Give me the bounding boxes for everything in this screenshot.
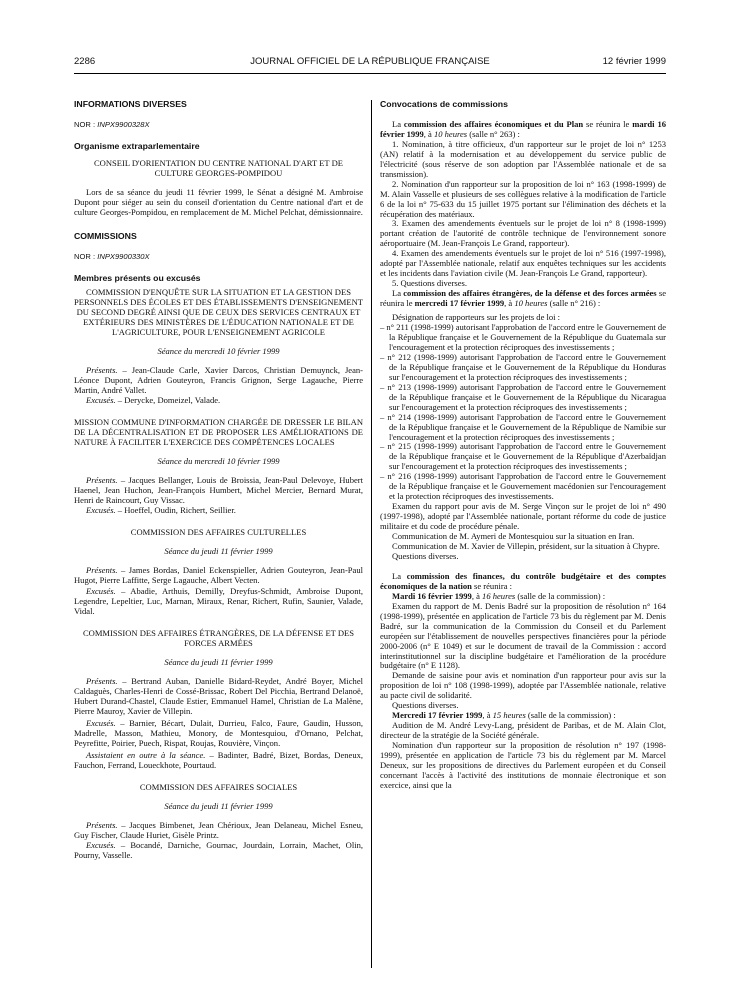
agenda-item: Désignation de rapporteurs sur les projets de loi : — [392, 312, 561, 323]
bill-item: – n° 216 (1998-1999) autorisant l'approbation de l'accord entre le Gouvernement de la République française et le Gouvernement macédonien sur l'encouragement et la protection réciproques des investissements. — [380, 471, 666, 502]
attendance-excused: Excusés. – Barnier, Bécart, Dulait, Durrieu, Falco, Faure, Gaudin, Husson, Madrelle, Masson, Mathieu, Monory, de Montesquiou, d'Ornano, Pelchat, Peyrefitte, Poirier, Puech, Rispat, Roujas, Rouvière, Vinçon. — [74, 717, 363, 748]
attendance-excused: Excusés. – Bocandé, Darniche, Gournac, Jourdain, Lorrain, Machet, Olin, Pourny, Vasselle. — [74, 839, 363, 860]
council-heading: CONSEIL D'ORIENTATION DU CENTRE NATIONAL D'ART ET DE CULTURE GEORGES-POMPIDOU — [93, 157, 343, 178]
page-number: 2286 — [74, 56, 96, 67]
section-title-commissions: COMMISSIONS — [74, 230, 137, 241]
attendance-excused: Excusés. – Hoeffel, Oudin, Richert, Seillier. — [86, 504, 236, 515]
commission-heading: COMMISSION DES AFFAIRES ÉTRANGÈRES, DE LA DÉFENSE ET DES FORCES ARMÉES — [82, 628, 355, 649]
issue-date: 12 février 1999 — [602, 56, 666, 67]
session-date: Séance du mercredi 10 février 1999 — [157, 346, 280, 357]
agenda-item: Communication de M. Xavier de Villepin, président, sur la situation à Chypre. — [392, 540, 660, 551]
agenda-item: Audition de M. André Levy-Lang, président de Paribas, et de M. Alain Clot, directeur de la stratégie de la Société générale. — [380, 720, 666, 741]
agenda-item: Examen du rapport de M. Denis Badré sur la proposition de résolution n° 164 (1998-1999), présentée en application de l'article 73 bis du règlement par M. Denis Badré, sur la communication de la Commission du Conseil et du Parlement européen sur l'établissement de nouvelles perspectives financières pour la période 2000-2006 (n° E 1049) et sur le document de travail de la Commission : accord interinstitutionnel sur la discipline budgétaire et l'amélioration de la procédure budgétaire (n° E 1128). — [380, 600, 666, 671]
agenda-item: 4. Examen des amendements éventuels sur le projet de loi n° 516 (1997-1998), adopté par l'Assemblée nationale, relatif aux enquêtes techniques sur les accidents et les incidents dans l'aviation civile (M. Jean-François Le Grand, rapporteur). — [380, 248, 666, 279]
attendance-present: Présents. – James Bordas, Daniel Eckenspieller, Adrien Gouteyron, Jean-Paul Hugot, Pierre Laffitte, Serge Lagauche, Albert Vecten. — [74, 564, 363, 585]
agenda-item: 1. Nomination, à titre officieux, d'un rapporteur sur le projet de loi n° 1253 (AN) relatif à la modernisation et au développement du service public de l'électricité (sous réserve de son adoption par l'Assemblée nationale et de sa transmission). — [380, 138, 666, 179]
bill-item: – n° 211 (1998-1999) autorisant l'approbation de l'accord entre le Gouvernement de la République française et le Gouvernement de la République du Guatemala sur l'encouragement et la protection réciproques des investissements ; — [380, 322, 666, 352]
attendance-present: Présents. – Jean-Claude Carle, Xavier Darcos, Christian Demuynck, Jean-Léonce Dupont, Adrien Gouteyron, Francis Grignon, Serge Lagauche, Pierre Martin, André Vallet. — [74, 365, 363, 396]
nor-reference: NOR : INPX9900330X — [74, 251, 150, 261]
attendance-excused: Excusés. – Abadie, Arthuis, Demilly, Dreyfus-Schmidt, Ambroise Dupont, Legendre, Lepeltier, Luc, Marnan, Miraux, Renar, Richert, Rufin, Saunier, Valade, Vidal. — [74, 586, 363, 617]
meeting-date: Mercredi 17 février 1999, à 15 heures (salle de la commission) : — [392, 710, 616, 721]
attendance-present: Présents. – Jacques Bimbenet, Jean Chérioux, Jean Delaneau, Michel Esneu, Guy Fischer, Claude Huriet, Gisèle Printz. — [74, 819, 363, 840]
agenda-item: 5. Questions diverses. — [392, 278, 468, 289]
bill-item: – n° 213 (1998-1999) autorisant l'approbation de l'accord entre le Gouvernement de la République française et le Gouvernement de la République du Nicaragua sur l'encouragement et la protection réciproques des investissements ; — [380, 381, 666, 412]
agenda-item: Questions diverses. — [392, 700, 459, 711]
agenda-item: Nomination d'un rapporteur sur la proposition de résolution n° 197 (1998-1999), présentée en application de l'article 73 bis du règlement par M. Marcel Deneux, sur les propositions de directives du Parlement européen et du Conseil concernant l'accès à l'activité des institutions de monnaie électronique et son exercice, ainsi que la — [380, 740, 666, 790]
meeting-date: Mardi 16 février 1999, à 16 heures (salle de la commission) : — [392, 590, 606, 601]
session-date: Séance du jeudi 11 février 1999 — [164, 657, 273, 668]
convocation-intro: La commission des finances, du contrôle budgétaire et des comptes économiques de la nation se réunira : — [380, 570, 666, 591]
bill-item: – n° 214 (1998-1999) autorisant l'approbation de l'accord entre le Gouvernement de la République française et le Gouvernement de la République de Namibie sur l'encouragement et la protection réciproques des investissements ; — [380, 411, 666, 442]
commission-heading: COMMISSION DES AFFAIRES CULTURELLES — [130, 526, 307, 537]
commission-heading: MISSION COMMUNE D'INFORMATION CHARGÉE DE DRESSER LE BILAN DE LA DÉCENTRALISATION ET DE PROPOSER LES AMÉLIORATIONS DE NATURE À FACILITER L'EXERCICE DES COMPÉTENCES LOCALES — [74, 417, 363, 447]
attendance-present: Présents. – Jacques Bellanger, Louis de Broissia, Jean-Paul Delevoye, Hubert Haenel, Jean Huchon, Jean-François Humbert, Michel Mercier, Bernard Murat, Henri de Raincourt, Guy Vissac. — [74, 474, 363, 505]
journal-title: JOURNAL OFFICIEL DE LA RÉPUBLIQUE FRANÇAISE — [250, 56, 490, 67]
attendance-excused: Excusés. – Derycke, Domeizel, Valade. — [86, 395, 221, 406]
nor-reference: NOR : INPX9900328X — [74, 119, 150, 129]
bill-item: – n° 215 (1998-1999) autorisant l'approbation de l'accord entre le Gouvernement de la République française et le Gouvernement de la République d'Azerbaïdjan sur l'encouragement et la protection réciproques des investissements ; — [380, 441, 666, 472]
left-column — [74, 100, 363, 860]
agenda-item: Questions diverses. — [392, 550, 459, 561]
commission-heading: COMMISSION DES AFFAIRES SOCIALES — [139, 781, 298, 792]
agenda-item: Demande de saisine pour avis et nomination d'un rapporteur pour avis sur la proposition de loi n° 108 (1998-1999), adoptée par l'Assemblée nationale, relative au pacte civil de solidarité. — [380, 670, 666, 701]
agenda-item: 3. Examen des amendements éventuels sur le projet de loi n° 8 (1998-1999) portant création de l'autorité de contrôle technique de l'environnement sonore aéroportuaire (M. Jean-François Le Grand, rapporteur). — [380, 218, 666, 249]
bill-item: – n° 212 (1998-1999) autorisant l'approbation de l'accord entre le Gouvernement de la République française et le Gouvernement de la République du Honduras sur l'encouragement et la protection réciproques des investissements ; — [380, 351, 666, 382]
column-divider — [371, 100, 372, 968]
attendance-present: Présents. – Bertrand Auban, Danielle Bidard-Reydet, André Boyer, Michel Caldaguès, Charles-Henri de Cossé-Brissac, Robert Del Picchia, Bertrand Delanoë, Hubert Durand-Chastel, Claude Estier, Emmanuel Hamel, Christian de La Malène, Pierre Mauroy, Xavier de Villepin. — [74, 676, 363, 717]
agenda-item: Communication de M. Aymeri de Montesquiou sur la situation en Iran. — [392, 531, 635, 542]
agenda-item: 2. Nomination d'un rapporteur sur la proposition de loi n° 163 (1998-1999) de M. Alain Vasselle et plusieurs de ses collègues relative à la modification de l'article 6 de la loi n° 75-633 du 15 juillet 1975 portant sur l'élimination des déchets et la récupération des matériaux. — [380, 178, 666, 219]
convocation-intro: La commission des affaires économiques et du Plan se réunira le mardi 16 février 1999, à 10 heures (salle n° 263) : — [380, 118, 666, 139]
subsection-title: Organisme extraparlementaire — [74, 140, 200, 151]
subsection-title: Membres présents ou excusés — [74, 272, 201, 283]
page-header — [74, 56, 666, 70]
right-column — [380, 100, 666, 791]
section-title-informations: INFORMATIONS DIVERSES — [74, 99, 187, 109]
session-date: Séance du jeudi 11 février 1999 — [164, 545, 273, 556]
agenda-item: Examen du rapport pour avis de M. Serge Vinçon sur le projet de loi n° 490 (1997-1998), adopté par l'Assemblée nationale, portant réforme du code de justice militaire et du code de procédure pénale. — [380, 501, 666, 532]
convocation-intro: La commission des affaires étrangères, de la défense et des forces armées se réunira le mercredi 17 février 1999, à 10 heures (salle n° 216) : — [380, 288, 667, 309]
council-paragraph: Lors de sa séance du jeudi 11 février 1999, le Sénat a désigné M. Ambroise Dupont pour siéger au sein du conseil d'orientation du Centre national d'art et de culture Georges-Pompidou, en remplacement de M. Michel Pelchat, démissionnaire. — [74, 186, 363, 217]
section-title-convocations: Convocations de commissions — [380, 99, 508, 109]
session-date: Séance du jeudi 11 février 1999 — [164, 800, 273, 811]
header-rule — [74, 73, 666, 74]
session-date: Séance du mercredi 10 février 1999 — [157, 455, 280, 466]
commission-heading: COMMISSION D'ENQUÊTE SUR LA SITUATION ET LA GESTION DES PERSONNELS DES ÉCOLES ET DES ÉTABLISSEMENTS D'ENSEIGNEMENT DU SECOND DEGRÉ AINSI QUE DE CEUX DES SERVICES CENTRAUX ET EXTÉRIEURS DES MINISTÈRES DE L'ÉDUCATION NATIONALE ET DE L'AGRICULTURE, POUR L'ENSEIGNEMENT AGRICOLE — [74, 287, 363, 338]
attendance-assisting: Assistaient en outre à la séance. – Badinter, Badré, Bizet, Bordas, Deneux, Fauchon, Ferrand, Loueckhote, Pourtaud. — [74, 749, 363, 770]
